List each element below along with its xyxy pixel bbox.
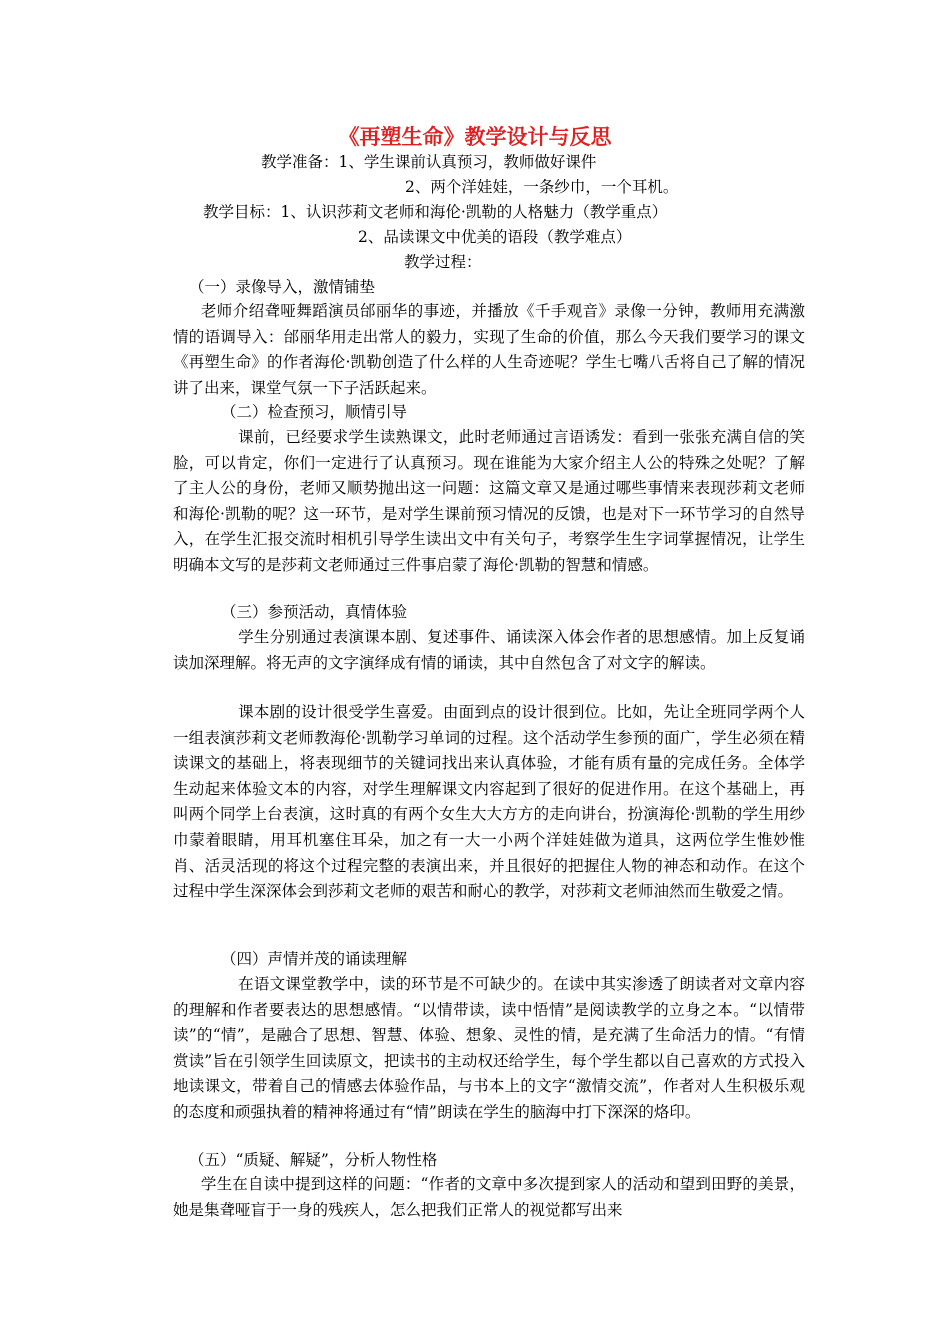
- section-4-heading: （四）声情并茂的诵读理解: [221, 950, 408, 968]
- section-2-heading: （二）检查预习，顺情引导: [221, 403, 408, 421]
- section-5-paragraph: 学生在自读中提到这样的问题：“作者的文章中多次提到家人的活动和望到田野的美景，她是集聋哑盲于一身的残疾人，怎么把我们正常人的视觉都写出来: [173, 1175, 805, 1219]
- process-heading: 教学过程：: [404, 253, 482, 271]
- section-5-heading: （五）“质疑、解疑”，分析人物性格: [189, 1151, 438, 1169]
- section-2-paragraph: 课前，已经要求学生读熟课文，此时老师通过言语诱发：看到一张张充满自信的笑脸，可以肯定，你们一定进行了认真预习。现在谁能为大家介绍主人公的特殊之处呢？了解了主人公的身份，老师又顺势抛出这一问题：这篇文章又是通过哪些事情来表现莎莉文老师和海伦·凯勒的呢？这一环节，是对学生课前预习情况的反馈，也是对下一环节学习的自然导入，在学生汇报交流时相机引导学生读出文中有关句子，考察学生生字词掌握情况，让学生明确本文写的是莎莉文老师通过三件事启蒙了海伦·凯勒的智慧和情感。: [173, 428, 805, 574]
- section-3-paragraph-2: 课本剧的设计很受学生喜爱。由面到点的设计很到位。比如，先让全班同学两个人一组表演莎莉文老师教海伦·凯勒学习单词的过程。这个活动学生参预的面广，学生必须在精读课文的基础上，将表现细节的关键词找出来认真体验，才能有质有量的完成任务。全体学生动起来体验文本的内容，对学生理解课文内容起到了很好的促进作用。在这个基础上，再叫两个同学上台表演，这时真的有两个女生大大方方的走向讲台，扮演海伦·凯勒的学生用纱巾蒙着眼睛，用耳机塞住耳朵，加之有一大一小两个洋娃娃做为道具，这两位学生惟妙惟肖、活灵活现的将这个过程完整的表演出来，并且很好的把握住人物的神态和动作。在这个过程中学生深深体会到莎莉文老师的艰苦和耐心的教学，对莎莉文老师油然而生敬爱之情。: [173, 703, 805, 901]
- goal-line-2: 2、品读课文中优美的语段（教学难点）: [358, 228, 632, 246]
- section-1-paragraph: 老师介绍聋哑舞蹈演员邰丽华的事迹，并播放《千手观音》录像一分钟，教师用充满激情的语调导入：邰丽华用走出常人的毅力，实现了生命的价值，那么今天我们要学习的课文《再塑生命》的作者海伦·凯勒创造了什么样的人生奇迹呢？学生七嘴八舌将自己了解的情况讲了出来，课堂气氛一下子活跃起来。: [173, 302, 805, 397]
- goal-line-1: 教学目标：1、认识莎莉文老师和海伦·凯勒的人格魅力（教学重点）: [203, 203, 668, 221]
- section-3-heading: （三）参预活动，真情体验: [221, 603, 408, 621]
- section-4-paragraph: 在语文课堂教学中，读的环节是不可缺少的。在读中其实渗透了朗读者对文章内容的理解和作者要表达的思想感情。“以情带读，读中悟情”是阅读教学的立身之本。“以情带读”的“情”，是融合了思想、智慧、体验、想象、灵性的情，是充满了生命活力的情。“有情赏读”旨在引领学生回读原文，把读书的主动权还给学生，每个学生都以自己喜欢的方式投入地读课文，带着自己的情感去体验作品，与书本上的文字“激情交流”，作者对人生积极乐观的态度和顽强执着的精神将通过有“情”朗读在学生的脑海中打下深深的烙印。: [173, 975, 805, 1121]
- section-3-paragraph-1: 学生分别通过表演课本剧、复述事件、诵读深入体会作者的思想感情。加上反复诵读加深理解。将无声的文字演绎成有情的诵读，其中自然包含了对文字的解读。: [173, 628, 805, 672]
- prep-line-1: 教学准备：1、学生课前认真预习，教师做好课件: [261, 153, 597, 171]
- prep-line-2: 2、两个洋娃娃，一条纱巾，一个耳机。: [405, 178, 679, 196]
- document-title: 《再塑生命》教学设计与反思: [338, 124, 612, 149]
- section-1-heading: （一）录像导入，激情铺垫: [189, 278, 376, 296]
